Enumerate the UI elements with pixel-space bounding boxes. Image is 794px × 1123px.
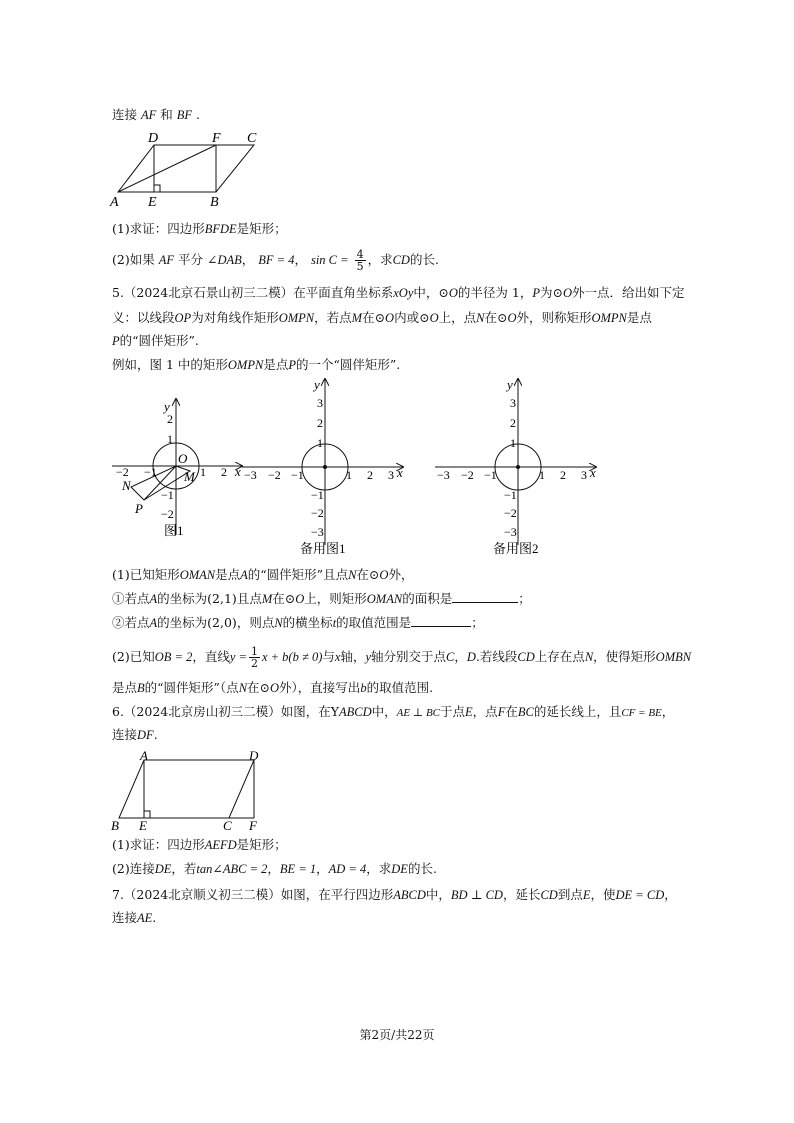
tick-y: 2 [510,416,516,430]
q5-line3: P的“圆伴矩形”. [112,333,199,348]
tick-x: 1 [539,468,545,482]
origin-point [323,465,327,469]
tick-x: −1 [291,468,304,482]
q7-line1: 7.（2024北京顺义初三二模）如图，在平行四边形ABCD中，BD ⊥ CD，延长CD到点E，使DE = CD， [112,887,677,902]
label-C: C [247,131,257,146]
q5-part2-line2: 是点B的“圆伴矩形”（点N在⊙O外），直接写出b的取值范围. [112,680,434,695]
axis-x-label: x [397,465,403,480]
tick-x: −1 [484,468,497,482]
right-angle-mark [144,811,150,818]
tick-x: −2 [268,468,281,482]
tick-x: −3 [244,468,257,482]
fraction-1-2: $\frac{1}{2}$ [250,645,258,670]
tick-x: 3 [388,468,394,482]
q5-part2-line1: (2)已知OB = 2，直线y = $\frac{1}{2}$ x + b(b ≠ 0)与x轴，y轴分别交于点C，D.若线段CD上存在点N，使得矩形OMBN [112,645,692,670]
tick-y: 3 [317,396,323,410]
tick-y: 2 [167,412,173,426]
label-B: B [210,195,219,208]
q4-part2: (2)如果 AF 平分 ∠DAB， BF = 4， sin C = $\frac{4}{5}$ ，求CD的长. [112,248,439,273]
q4-parallelogram-figure [108,128,268,208]
point-M-label: M [184,469,195,484]
axis-x-label: x [235,464,241,479]
label-C: C [223,818,232,833]
page-footer: 第2页/共22页 [359,1028,435,1042]
q5-part1-case2: ②若点A的坐标为(2,0)，则点N的横坐标t的取值范围是 ； [112,615,484,630]
label-A: A [110,195,119,208]
figure-caption: 备用图1 [300,541,346,556]
q6-line2: 连接DF. [112,727,158,742]
q6-parallelogram-figure [108,748,268,834]
label-B: B [111,818,119,833]
tick-y: 1 [167,432,173,446]
axis-y-label: y [314,377,320,392]
q5-part1-intro: (1)已知矩形OMAN是点A的“圆伴矩形”且点N在⊙O外， [112,567,414,582]
origin-label: O [178,451,188,466]
tick-x: 1 [200,465,206,479]
tick-x: 2 [221,465,227,479]
point-N-label: N [122,478,131,493]
tick-y: −2 [161,507,174,521]
tick-x: −3 [437,468,450,482]
q5-backup-figure-1 [238,375,413,560]
tick-y: −1 [504,488,517,502]
tick-y: −2 [311,506,324,520]
tick-x: −1 [144,465,157,479]
q6-part2: (2)连接DE，若tan∠ABC = 2，BE = 1，AD = 4，求DE的长. [112,861,437,876]
tick-y: 1 [317,436,323,450]
q4-connect-line: 连接 AF 和 BF . [112,107,201,122]
tick-x: −2 [116,465,129,479]
tick-y: −1 [161,488,174,502]
figure-caption: 图1 [164,523,184,538]
q7-line2: 连接AE. [112,910,157,925]
q5-line4: 例如，图 1 中的矩形OMPN是点P的一个“圆伴矩形”. [112,357,401,372]
figure-caption: 备用图2 [493,541,539,556]
point-P-label: P [135,501,143,516]
label-F: F [212,131,221,146]
label-D: D [148,131,159,146]
answer-blank[interactable] [411,614,471,627]
q5-figure-1 [108,375,248,545]
label-F: F [249,818,257,833]
label-E: E [148,195,157,208]
tick-y: −1 [311,488,324,502]
tick-y: −2 [504,506,517,520]
q6-line1: 6.（2024北京房山初三二模）如图，在YABCD中，AE ⊥ BC于点E，点F在BC的延长线上，且CF = BE， [112,704,675,719]
label-D: D [249,748,259,763]
answer-blank[interactable] [452,590,518,603]
tick-x: 1 [346,468,352,482]
axis-y-label: y [164,399,170,414]
label-A: A [140,748,148,763]
q6-part1: (1)求证：四边形AEFD是矩形； [112,837,287,852]
q5-line2: 义：以线段OP为对角线作矩形OMPN，若点M在⊙O内或⊙O上，点N在⊙O外，则称矩形OMPN是点 [112,310,652,325]
segment-AF [118,145,216,192]
axis-y-label: y [507,377,513,392]
origin-point [516,465,520,469]
parallelogram-ABCD [118,145,254,192]
q4-part1: (1)求证：四边形BFDE是矩形； [112,221,287,236]
q5-part1-case1: ①若点A的坐标为(2,1)且点M在⊙O上，则矩形OMAN的面积是 ； [112,591,531,606]
tick-x: 2 [367,468,373,482]
q5-line1: 5.（2024北京石景山初三二模）在平面直角坐标系xOy中，⊙O的半径为 1，P为⊙O外一点．给出如下定 [112,285,685,300]
right-angle-mark [154,185,160,192]
tick-x: 2 [560,468,566,482]
parallelogram-ABCD [119,760,254,818]
axis-x-label: x [590,465,596,480]
tick-x: 3 [581,468,587,482]
tick-y: −3 [311,525,324,539]
tick-y: 3 [510,396,516,410]
tick-y: 1 [510,436,516,450]
label-E: E [139,818,147,833]
tick-y: −3 [504,525,517,539]
fraction-4-5: $\frac{4}{5}$ [356,248,364,273]
tick-x: −2 [461,468,474,482]
tick-y: 2 [317,416,323,430]
q5-backup-figure-2 [431,375,606,560]
